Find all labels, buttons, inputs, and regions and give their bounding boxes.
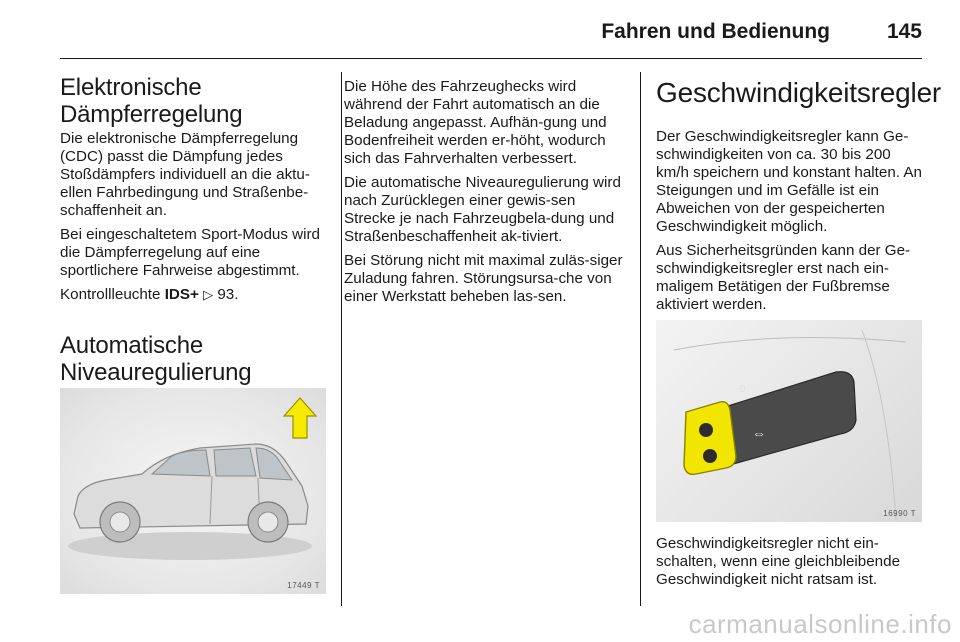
cruise-paragraph-1: Der Geschwindigkeitsregler kann Ge-schwindigkeiten von ca. 30 bis 200 km/h speichern und konstant halten. An Steigungen und im Gefälle ist ein Abweichen von der gespeicherten Geschwindigkeit möglich.	[656, 128, 922, 235]
car-illustration	[60, 388, 326, 594]
lever-tip-highlight	[684, 402, 736, 475]
header-title: Fahren und Bedienung	[601, 20, 830, 43]
page-header	[60, 18, 922, 58]
lever-adjust-icon: ⇔	[752, 425, 766, 441]
car-window-middle	[214, 448, 256, 476]
column-divider-2	[640, 72, 641, 606]
figure-code-car: 17449 T	[287, 581, 320, 590]
section-title-damper-line2: Dämpferregelung	[60, 101, 243, 128]
lever-illustration	[656, 320, 922, 522]
cruise-resume-icon	[703, 449, 717, 463]
car-rear-hub	[258, 512, 278, 532]
cruise-lever-figure	[656, 320, 922, 522]
section-title-leveling-line2: Niveauregulierung	[60, 359, 252, 386]
lever-zero-label: 0	[740, 384, 746, 395]
indicator-label: Kontrollleuchte	[60, 286, 165, 303]
figure-code-lever: 16990 T	[883, 509, 916, 518]
up-arrow-icon	[284, 398, 316, 438]
car-leveling-figure	[60, 388, 326, 594]
leveling-paragraph-1: Die Höhe des Fahrzeughecks wird während der Fahrt automatisch an die Beladung angepasst. Aufhän-gung und Bodenfreiheit werden er-höht, wodurch sich das Fahrverhalten verbessert.	[344, 78, 607, 167]
section-title-damper	[60, 74, 328, 128]
column-2	[344, 74, 626, 306]
section-title-leveling-line1: Automatische	[60, 332, 204, 359]
damper-paragraph-2: Bei eingeschaltetem Sport-Modus wird die Dämpferregelung auf eine sportlichere Fahrweise abgestimmt.	[60, 226, 320, 279]
column-divider-1	[341, 72, 342, 606]
ids-plus-label: IDS+	[164, 286, 199, 303]
column-1	[60, 74, 328, 386]
header-rule	[60, 58, 922, 59]
page-number: 145	[886, 20, 922, 43]
section-title-damper-line1: Elektronische	[60, 74, 202, 101]
watermark: carmanualsonline.info	[688, 609, 952, 639]
leveling-paragraph-2: Die automatische Niveauregulierung wird nach Zurücklegen einer gewis-sen Strecke je nach Fahrzeugbela-dung und Straßenbeschaffenheit ak-tiviert.	[344, 174, 621, 245]
dashboard-contour-2	[862, 330, 896, 520]
leveling-paragraph-3: Bei Störung nicht mit maximal zuläs-siger Zuladung fahren. Störungsursa-che von einer Werkstatt beheben las-sen.	[344, 252, 623, 305]
car-front-hub	[110, 512, 130, 532]
cruise-set-icon	[699, 423, 713, 437]
page-reference-icon: ▷	[203, 287, 214, 302]
section-title-leveling	[60, 332, 328, 386]
damper-paragraph-1: Die elektronische Dämpferregelung (CDC) passt die Dämpfung jedes Stoßdämpfers individuell an die aktu-ellen Fahrbedingung und Straßenbe-schaffenheit an.	[60, 130, 310, 219]
dashboard-contour-1	[674, 338, 906, 351]
section-title-cruise-control: Geschwindigkeitsregler	[656, 77, 942, 108]
page-reference-number[interactable]: 93.	[213, 286, 239, 303]
cruise-paragraph-2: Aus Sicherheitsgründen kann der Ge-schwindigkeitsregler erst nach ein-maligem Betätigen der Fußbremse aktiviert werden.	[656, 242, 911, 313]
lever-caption: Geschwindigkeitsregler nicht ein-schalten, wenn eine gleichbleibende Geschwindigkeit nicht ratsam ist.	[656, 535, 901, 588]
damper-paragraph-3	[60, 286, 328, 304]
column-3	[656, 74, 942, 314]
